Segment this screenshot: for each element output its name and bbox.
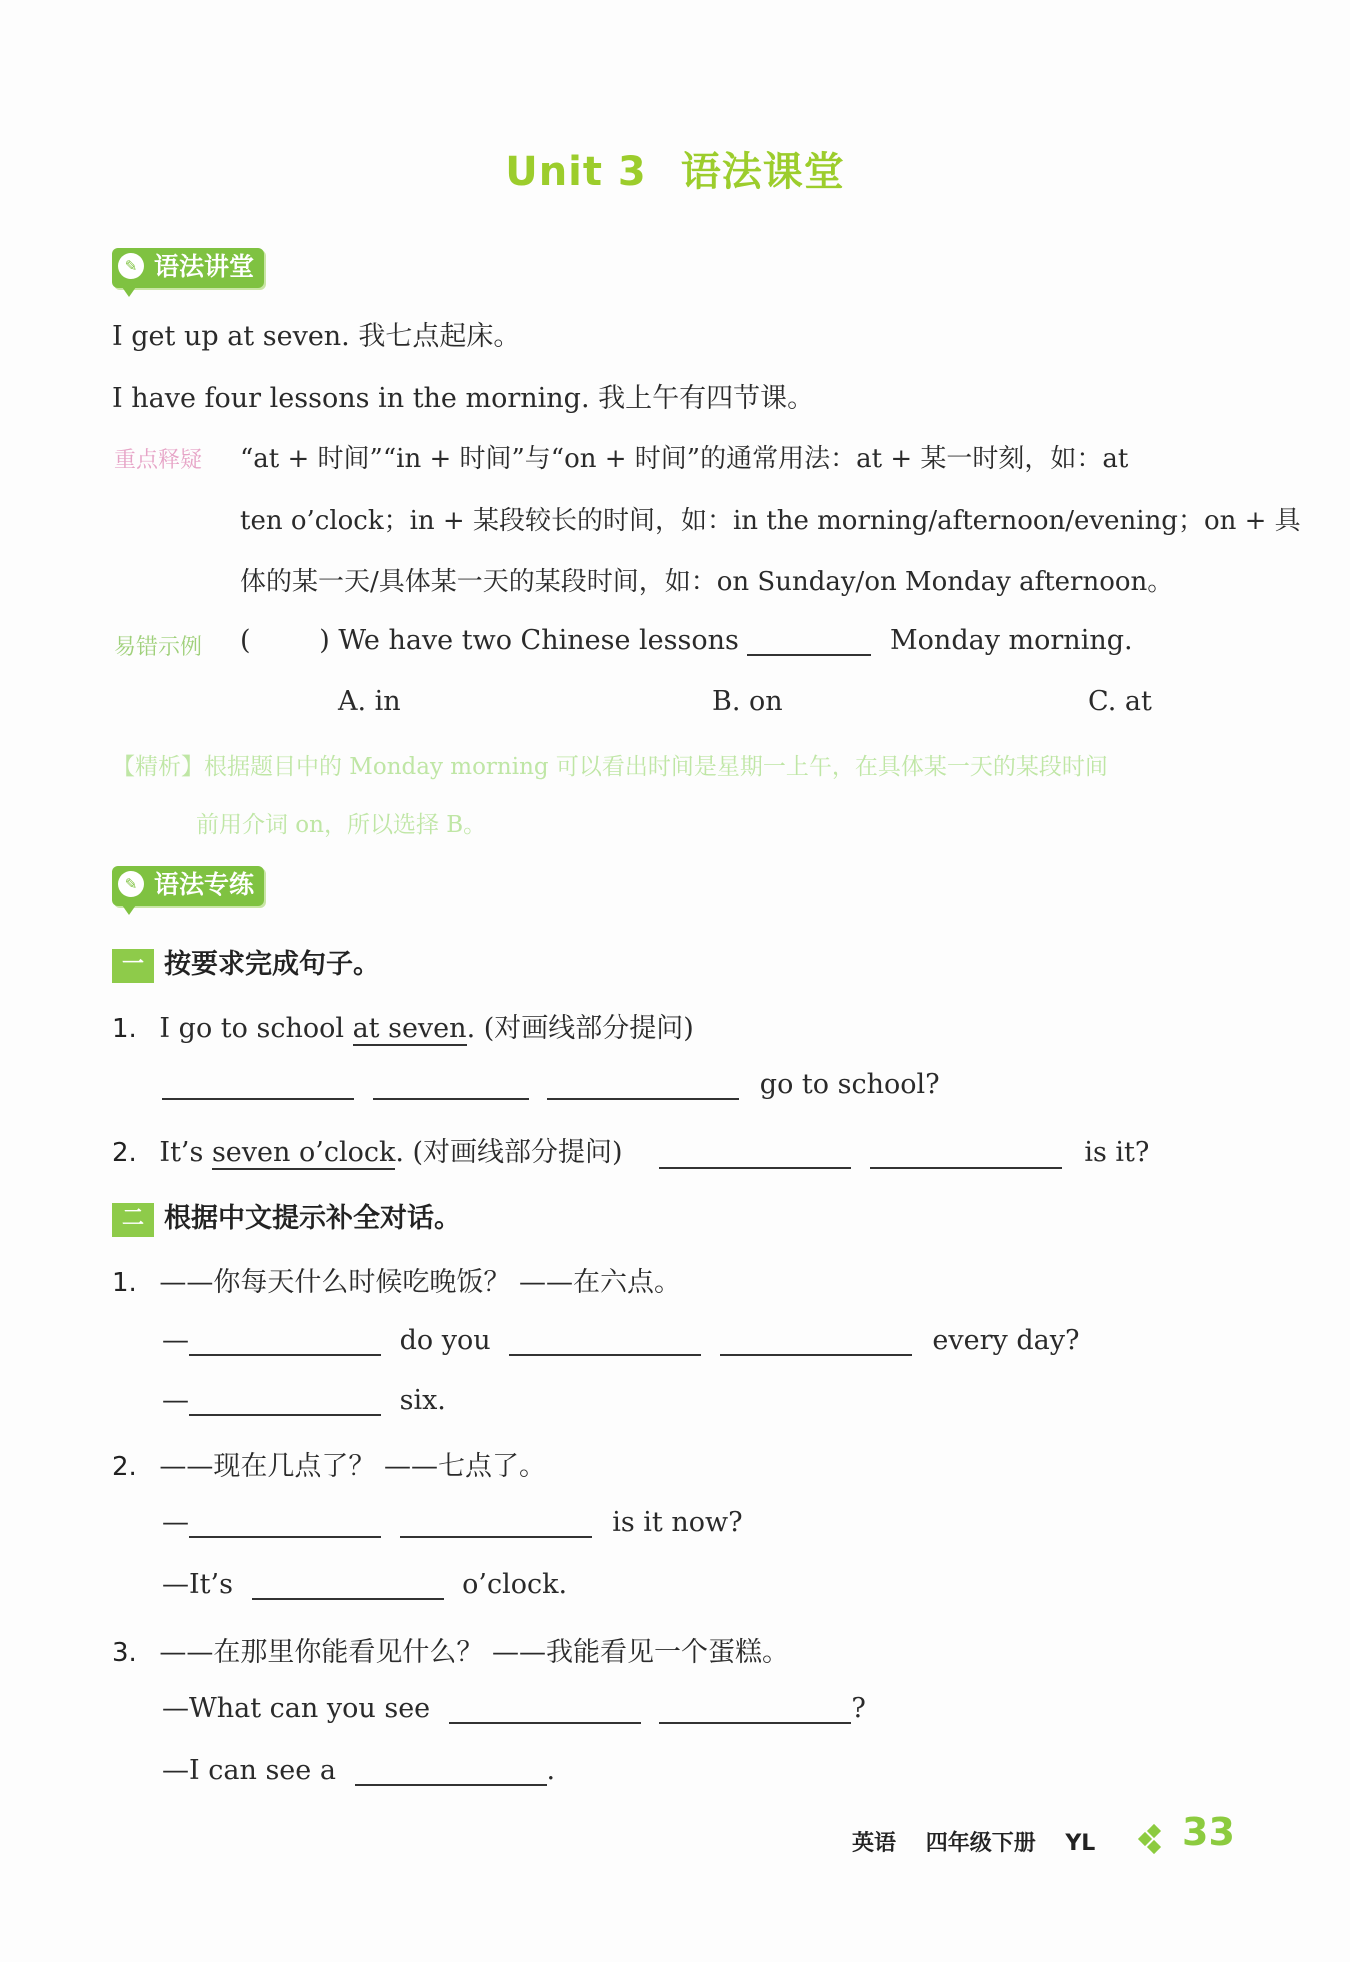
dialog-text: —What can you see bbox=[162, 1693, 431, 1724]
chinese-prompt: ——你每天什么时候吃晚饭？ ——在六点。 bbox=[159, 1267, 681, 1298]
part1-answer-line-1 bbox=[162, 1068, 940, 1100]
dialog-text: is it now? bbox=[612, 1507, 743, 1538]
part2-question-3 bbox=[112, 1630, 789, 1669]
example-sentence-1: I get up at seven. 我七点起床。 bbox=[112, 321, 521, 352]
answer-blank[interactable] bbox=[400, 1506, 592, 1538]
option-a: A. in bbox=[338, 686, 401, 717]
answer-blank[interactable] bbox=[355, 1754, 547, 1786]
answer-blank[interactable] bbox=[449, 1692, 641, 1724]
section-tag-grammar-practice bbox=[112, 866, 264, 906]
sentence-start: It’s bbox=[159, 1137, 212, 1168]
question-stem: We have two Chinese lessons bbox=[338, 625, 739, 656]
underlined-phrase: seven o’clock bbox=[211, 1137, 396, 1168]
answer-blank[interactable] bbox=[659, 1137, 851, 1169]
part2-q3-line-2 bbox=[162, 1754, 555, 1786]
analysis-line-1 bbox=[112, 748, 1108, 781]
part2-q2-line-1: — is it now? bbox=[162, 1507, 743, 1538]
part-1-heading bbox=[112, 942, 380, 983]
analysis-label: 【精析】 bbox=[112, 754, 204, 780]
unit-label: Unit 3 bbox=[505, 149, 647, 195]
option-b: B. on bbox=[712, 686, 783, 717]
dialog-text: —It’s bbox=[162, 1569, 233, 1600]
sentence-end: . (对画线部分提问) bbox=[395, 1137, 623, 1168]
chinese-prompt: ——在那里你能看见什么？ ——我能看见一个蛋糕。 bbox=[159, 1637, 789, 1668]
part2-q1-line-1: — do you every day? bbox=[162, 1325, 1080, 1356]
question-number: 3. bbox=[112, 1638, 137, 1668]
section-tag-label: 语法讲堂 bbox=[154, 252, 255, 281]
dialog-text: —I can see a bbox=[162, 1755, 336, 1786]
speech-bubble-icon: ✎ bbox=[118, 871, 144, 897]
footer-subject: 英语 bbox=[852, 1831, 897, 1856]
part1-question-1 bbox=[112, 1006, 694, 1045]
answer-tail: go to school? bbox=[759, 1069, 940, 1100]
part2-q2-line-2 bbox=[162, 1568, 567, 1600]
answer-blank[interactable] bbox=[189, 1506, 381, 1538]
sentence-end: . (对画线部分提问) bbox=[466, 1013, 694, 1044]
footer-edition: YL bbox=[1065, 1831, 1096, 1856]
key-point-label: 重点释疑 bbox=[114, 448, 203, 473]
sentence-start: I go to school bbox=[159, 1013, 353, 1044]
answer-blank[interactable] bbox=[162, 1068, 354, 1100]
answer-blank[interactable] bbox=[189, 1324, 381, 1356]
speech-bubble-icon: ✎ bbox=[118, 253, 144, 279]
answer-blank[interactable] bbox=[747, 624, 871, 656]
part2-q1-line-2: — six. bbox=[162, 1385, 446, 1416]
question-number: 2. bbox=[112, 1138, 137, 1168]
dialog-text: do you bbox=[399, 1325, 491, 1356]
answer-blank[interactable] bbox=[252, 1568, 444, 1600]
dialog-text: . bbox=[546, 1755, 556, 1786]
chinese-prompt: ——现在几点了？ ——七点了。 bbox=[159, 1451, 546, 1482]
analysis-text-1: 根据题目中的 Monday morning 可以看出时间是星期一上午，在具体某一天的某段时间 bbox=[204, 754, 1108, 780]
page-title bbox=[0, 140, 1350, 197]
key-point-line-1: “at + 时间”“in + 时间”与“on + 时间”的通常用法：at + 某一时刻，如：at bbox=[240, 444, 1129, 474]
part-heading-text: 按要求完成句子。 bbox=[164, 949, 380, 980]
footer-grade: 四年级下册 bbox=[925, 1831, 1036, 1856]
page-number: 33 bbox=[1182, 1810, 1235, 1854]
footer-info bbox=[852, 1826, 1095, 1857]
part-number-box: 二 bbox=[112, 1203, 154, 1237]
part2-question-1 bbox=[112, 1260, 681, 1299]
option-c: C. at bbox=[1088, 686, 1152, 717]
answer-blank[interactable] bbox=[509, 1324, 701, 1356]
answer-blank[interactable] bbox=[373, 1068, 529, 1100]
underlined-phrase: at seven bbox=[352, 1013, 467, 1044]
part1-question-2 bbox=[112, 1130, 1149, 1169]
title-label: 语法课堂 bbox=[680, 149, 845, 195]
answer-blank[interactable] bbox=[547, 1068, 739, 1100]
key-point-line-3: 体的某一天/具体某一天的某段时间，如：on Sunday/on Monday afternoon。 bbox=[240, 567, 1174, 597]
dialog-text: every day? bbox=[932, 1325, 1080, 1356]
example-sentence-2: I have four lessons in the morning. 我上午有四节课。 bbox=[112, 383, 815, 414]
dialog-text: six. bbox=[399, 1385, 446, 1416]
analysis-line-2: 前用介词 on，所以选择 B。 bbox=[196, 812, 487, 838]
part2-question-2 bbox=[112, 1444, 546, 1483]
answer-blank[interactable] bbox=[659, 1692, 851, 1724]
answer-blank[interactable] bbox=[870, 1137, 1062, 1169]
answer-blank[interactable] bbox=[189, 1384, 381, 1416]
error-example-question bbox=[240, 624, 1133, 656]
part-heading-text: 根据中文提示补全对话。 bbox=[164, 1203, 461, 1234]
question-number: 1. bbox=[112, 1268, 137, 1298]
answer-blank[interactable] bbox=[720, 1324, 912, 1356]
answer-tail: is it? bbox=[1084, 1137, 1150, 1168]
key-point-line-2: ten o’clock；in + 某段较长的时间，如：in the morning/afternoon/evening；on + 具 bbox=[240, 506, 1301, 536]
question-number: 2. bbox=[112, 1452, 137, 1482]
part2-q3-line-1 bbox=[162, 1692, 866, 1724]
section-tag-label: 语法专练 bbox=[154, 870, 255, 899]
error-example-label: 易错示例 bbox=[114, 635, 203, 660]
dialog-text: o’clock. bbox=[462, 1569, 568, 1600]
dialog-text: ? bbox=[851, 1693, 866, 1724]
part-2-heading bbox=[112, 1196, 461, 1237]
answer-paren[interactable]: ( ) bbox=[240, 625, 330, 656]
section-tag-grammar-lecture bbox=[112, 248, 264, 288]
question-number: 1. bbox=[112, 1014, 137, 1044]
question-stem-end: Monday morning. bbox=[890, 625, 1133, 656]
part-number-box: 一 bbox=[112, 949, 154, 983]
